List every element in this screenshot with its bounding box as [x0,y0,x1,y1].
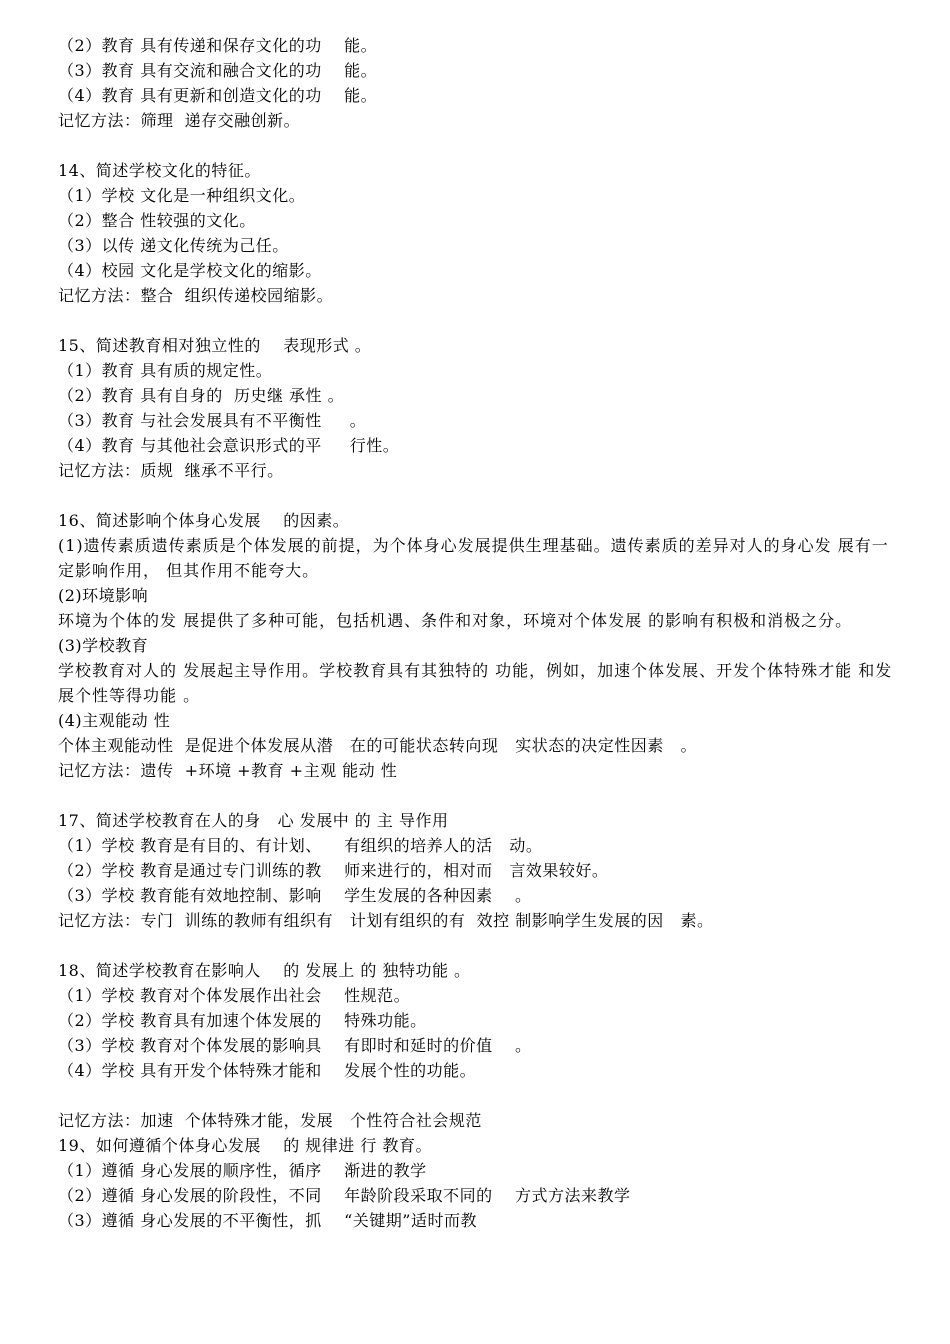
document-page [58,33,898,1233]
text-line: 14、简述学校文化的特征。 [58,161,261,180]
text-line: 19、如何遵循个体身心发展 的 规律进 行 教育。 [58,1136,432,1155]
text-line: （2）学校 教育是通过专门训练的教 师来进行的，相对而 言效果较好。 [58,861,609,880]
text-paragraph: (1)遗传素质遗传素质是个体发展的前提，为个体身心发展提供生理基础。遗传素质的差异对人的身心发 展有一定影响作用， 但其作用不能夸大。 [58,536,889,580]
paragraph-gap [58,133,898,158]
text-line: （2）整合 性较强的文化。 [58,211,256,230]
text-line: （3）遵循 身心发展的不平衡性，抓 “关键期”适时而教 [58,1211,477,1230]
text-paragraph: 学校教育对人的 发展起主导作用。学校教育具有其独特的 功能，例如，加速个体发展、开发个体特殊才能 和发展个性等得功能 。 [58,661,893,705]
text-line: （2）遵循 身心发展的阶段性，不同 年龄阶段采取不同的 方式方法来教学 [58,1186,631,1205]
text-line: (2)环境影响 [58,586,149,605]
text-line: （3）学校 教育对个体发展的影响具 有即时和延时的价值 。 [58,1036,532,1055]
text-line: 记忆方法：遗传 +环境 +教育 +主观 能动 性 [58,761,398,780]
text-line: （4）校园 文化是学校文化的缩影。 [58,261,322,280]
text-line: 记忆方法：质规 继承不平行。 [58,461,284,480]
paragraph-gap [58,933,898,958]
text-line: （2）教育 具有传递和保存文化的功 能。 [58,36,378,55]
text-line: （4）教育 与其他社会意识形式的平 行性。 [58,436,400,455]
text-line: （1）学校 教育是有目的、有计划、 有组织的培养人的活 动。 [58,836,543,855]
paragraph-gap [58,483,898,508]
text-line: 18、简述学校教育在影响人 的 发展上 的 独特功能 。 [58,961,471,980]
text-line: (4)主观能动 性 [58,711,171,730]
text-line: （2）学校 教育具有加速个体发展的 特殊功能。 [58,1011,427,1030]
paragraph-gap [58,1083,898,1108]
text-line: （2）教育 具有自身的 历史继 承性 。 [58,386,345,405]
text-paragraph: 环境为个体的发 展提供了多种可能，包括机遇、条件和对象，环境对个体发展 的影响有积极和消极之分。 [58,611,853,630]
text-line: 15、简述教育相对独立性的 表现形式 。 [58,336,372,355]
text-line: 16、简述影响个体身心发展 的因素。 [58,511,350,530]
text-line: （1）学校 教育对个体发展作出社会 性规范。 [58,986,411,1005]
text-line: （3）教育 具有交流和融合文化的功 能。 [58,61,378,80]
text-line: （3）学校 教育能有效地控制、影响 学生发展的各种因素 。 [58,886,532,905]
text-line: （1）教育 具有质的规定性。 [58,361,273,380]
text-line: 记忆方法：专门 训练的教师有组织有 计划有组织的有 效控 制影响学生发展的因 素。 [58,911,714,930]
paragraph-gap [58,308,898,333]
text-line: （3）以传 递文化传统为己任。 [58,236,289,255]
text-line: （4）教育 具有更新和创造文化的功 能。 [58,86,378,105]
text-line: （4）学校 具有开发个体特殊才能和 发展个性的功能。 [58,1061,477,1080]
text-line: (3)学校教育 [58,636,149,655]
text-line: （1）学校 文化是一种组织文化。 [58,186,306,205]
text-line: 17、简述学校教育在人的身 心 发展中 的 主 导作用 [58,811,449,830]
text-line: 记忆方法：筛理 递存交融创新。 [58,111,301,130]
text-line: 记忆方法：加速 个体特殊才能，发展 个性符合社会规范 [58,1111,482,1130]
text-line: 记忆方法：整合 组织传递校园缩影。 [58,286,334,305]
text-line: 个体主观能动性 是促进个体发展从潜 在的可能状态转向现 实状态的决定性因素 。 [58,736,697,755]
text-line: （1）遵循 身心发展的顺序性，循序 渐进的教学 [58,1161,427,1180]
paragraph-gap [58,783,898,808]
text-line: （3）教育 与社会发展具有不平衡性 。 [58,411,367,430]
